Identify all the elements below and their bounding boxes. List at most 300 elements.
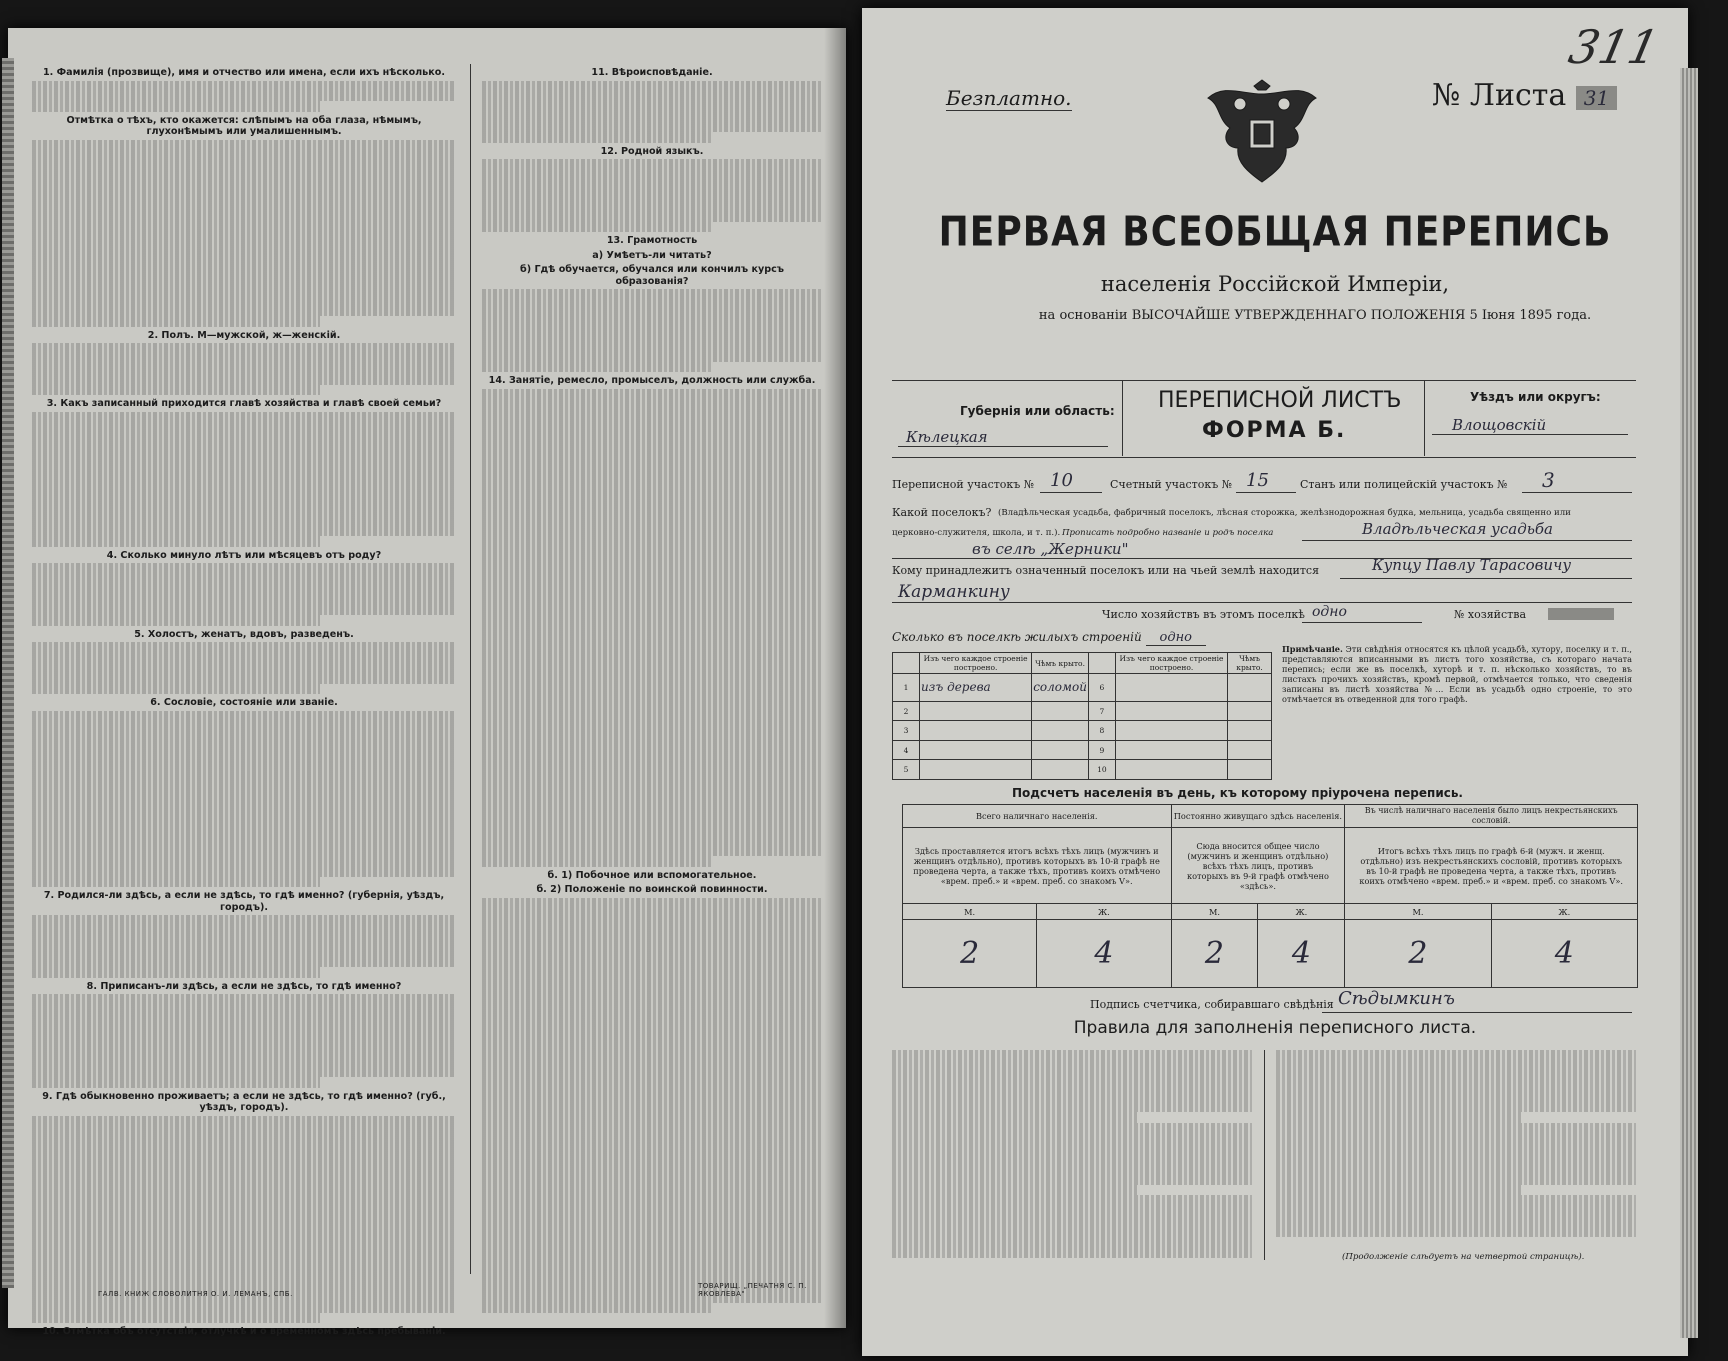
fine-print-line bbox=[482, 191, 822, 201]
fine-print-line bbox=[892, 1112, 1137, 1122]
fine-print-line bbox=[1276, 1123, 1636, 1133]
district-label: Переписной участокъ № bbox=[892, 478, 1035, 491]
fine-print-line bbox=[482, 597, 822, 607]
fine-print-line bbox=[32, 223, 456, 233]
fine-print-line bbox=[32, 233, 456, 243]
fine-print-line bbox=[482, 351, 822, 361]
nonpeasant-female-value: 4 bbox=[1491, 920, 1637, 988]
fine-print-line bbox=[32, 1067, 456, 1077]
fine-print-line bbox=[32, 915, 456, 925]
buildings-note bbox=[1282, 644, 1632, 704]
fine-print-line bbox=[482, 648, 822, 658]
fine-print-line bbox=[32, 160, 456, 170]
row-number: 4 bbox=[893, 740, 920, 760]
fine-print-line bbox=[1276, 1227, 1636, 1237]
buildings-table bbox=[892, 652, 1272, 780]
fine-print-line bbox=[482, 472, 822, 482]
police-area-label: Станъ или полицейскій участокъ № bbox=[1300, 478, 1508, 491]
form-title-1: ПЕРЕПИСНОЙ ЛИСТЪ bbox=[1158, 388, 1402, 413]
fine-print-line bbox=[482, 836, 822, 846]
fine-print-line bbox=[482, 711, 822, 721]
count-header-permanent: Постоянно живущаго здѣсь населенія. bbox=[1171, 805, 1345, 828]
households-value: одно bbox=[1312, 604, 1347, 620]
fine-print-line bbox=[32, 673, 456, 683]
fine-print-line bbox=[482, 669, 822, 679]
fine-print-line bbox=[482, 524, 822, 534]
row-number: 10 bbox=[1088, 760, 1115, 780]
household-number-label: № хозяйства bbox=[1454, 608, 1526, 621]
fine-print-line bbox=[32, 663, 456, 673]
signature-label: Подпись счетчика, собиравшаго свѣдѣнія bbox=[1090, 998, 1334, 1011]
fine-print-line bbox=[32, 936, 456, 946]
fine-print-line bbox=[32, 316, 320, 326]
buildings-col-roof: Чѣмъ крыто. bbox=[1032, 653, 1089, 674]
row-number: 7 bbox=[1088, 701, 1115, 721]
count-area-line bbox=[1236, 492, 1296, 493]
fine-print-line bbox=[32, 721, 456, 731]
count-area-value: 15 bbox=[1246, 470, 1269, 491]
fine-print-line bbox=[32, 354, 456, 364]
fine-print-line bbox=[482, 201, 822, 211]
row-number: 8 bbox=[1088, 721, 1115, 741]
col-male: М. bbox=[903, 904, 1037, 920]
fine-print-line bbox=[482, 1064, 822, 1074]
fine-print-line bbox=[32, 212, 456, 222]
fine-print-line bbox=[482, 341, 822, 351]
fine-print-line bbox=[482, 898, 822, 908]
fine-print-line bbox=[32, 783, 456, 793]
fine-print-line bbox=[32, 432, 456, 442]
fine-print-line bbox=[482, 545, 822, 555]
fine-print-line bbox=[32, 1167, 456, 1177]
fine-print-line bbox=[32, 1036, 456, 1046]
uezd-line bbox=[1432, 434, 1628, 435]
fine-print-line bbox=[32, 1015, 456, 1025]
fine-print-line bbox=[482, 1137, 822, 1147]
police-area-value: 3 bbox=[1542, 468, 1555, 492]
owner-value: Купцу Павлу Тарасовичу bbox=[1372, 556, 1572, 574]
fine-print-line bbox=[482, 1178, 822, 1188]
fine-print-line bbox=[482, 1241, 822, 1251]
settlement-label: Какой поселокъ? bbox=[892, 506, 992, 519]
row-number: 6 bbox=[1088, 674, 1115, 702]
fine-print-line bbox=[482, 493, 822, 503]
fine-print-line bbox=[32, 731, 456, 741]
form-header-divider-right bbox=[1424, 380, 1425, 456]
fine-print-line bbox=[32, 825, 456, 835]
row-number: 5 bbox=[893, 760, 920, 780]
fine-print-line bbox=[482, 1220, 822, 1230]
fine-print-line bbox=[32, 967, 320, 977]
households-line bbox=[1302, 622, 1422, 623]
census-basis: на основаніи ВЫСОЧАЙШЕ УТВЕРЖДЕННАГО ПОЛОЖЕНІЯ 5 Іюня 1895 года. bbox=[1038, 308, 1592, 323]
fine-print-line bbox=[32, 762, 456, 772]
fine-print-line bbox=[482, 939, 822, 949]
count-desc-total: Здѣсь проставляется итогъ всѣхъ тѣхъ лицъ (мужчинъ и женщинъ отдѣльно), противъ которыхъ въ 10-й графѣ не проведена черта, а также тѣхъ, противъ коихъ отмѣчено «врем. преб.» и «врем. преб. со знакомъ V». bbox=[903, 828, 1172, 904]
fine-print-line bbox=[32, 563, 456, 573]
handwritten-sheet-number: 311 bbox=[1564, 20, 1664, 74]
fine-print-line bbox=[892, 1092, 1252, 1102]
census-title: ПЕРВАЯ ВСЕОБЩАЯ ПЕРЕПИСЬ bbox=[938, 208, 1612, 257]
fine-print-line bbox=[482, 1168, 822, 1178]
fine-print-line bbox=[32, 615, 320, 625]
fine-print-line bbox=[32, 742, 456, 752]
fine-print-line bbox=[32, 684, 320, 694]
fine-print-line bbox=[482, 1199, 822, 1209]
col-female: Ж. bbox=[1258, 904, 1345, 920]
fine-print-line bbox=[32, 202, 456, 212]
fine-print-line bbox=[892, 1216, 1252, 1226]
fine-print-line bbox=[482, 804, 822, 814]
fine-print-line bbox=[482, 856, 713, 866]
fine-print-line bbox=[482, 180, 822, 190]
fine-print-line bbox=[482, 1074, 822, 1084]
count-header-nonpeasant: Въ числѣ наличнаго населенія было лицъ некрестьянскихъ сословій. bbox=[1345, 805, 1638, 828]
fine-print-line bbox=[32, 1199, 456, 1209]
instruction-heading: 7. Родился-ли здѣсь, а если не здѣсь, то гдѣ именно? (губернія, уѣздъ, городъ). bbox=[43, 890, 445, 913]
fine-print-line bbox=[32, 1116, 456, 1126]
fine-print-line bbox=[32, 584, 456, 594]
fine-print-line bbox=[482, 534, 822, 544]
fine-print-line bbox=[482, 908, 822, 918]
fine-print-line bbox=[1276, 1154, 1636, 1164]
table-row bbox=[893, 674, 1272, 702]
settlement-value-2: въ селѣ „Жерники" bbox=[972, 540, 1129, 558]
owner-value-2: Карманкину bbox=[898, 582, 1010, 602]
col-male: М. bbox=[1171, 904, 1258, 920]
instruction-heading: б. 2) Положеніе по воинской повинности. bbox=[536, 884, 768, 896]
instructions-column-2 bbox=[482, 64, 822, 1288]
fine-print-line bbox=[482, 451, 822, 461]
fine-print-line bbox=[482, 773, 822, 783]
fine-print-line bbox=[32, 1240, 456, 1250]
fine-print-line bbox=[482, 320, 822, 330]
instruction-heading: 13. Грамотность bbox=[606, 235, 698, 247]
instruction-heading: 8. Приписанъ-ли здѣсь, а если не здѣсь, то гдѣ именно? bbox=[86, 980, 402, 992]
fine-print-line bbox=[482, 991, 822, 1001]
fine-print-line bbox=[482, 1261, 822, 1271]
fine-print-line bbox=[482, 389, 822, 399]
buildings-col-roof-2: Чѣмъ крыто. bbox=[1228, 653, 1272, 674]
uezd-label: Уѣздъ или округъ: bbox=[1470, 390, 1601, 404]
buildings-label-text: Сколько въ поселкѣ жилыхъ строеній bbox=[892, 630, 1142, 644]
instruction-heading: 11. Вѣроисповѣданіе. bbox=[591, 67, 713, 78]
col-female: Ж. bbox=[1491, 904, 1637, 920]
fine-print-line bbox=[482, 1033, 822, 1043]
fine-print-line bbox=[482, 950, 822, 960]
fine-print-line bbox=[482, 659, 822, 669]
instruction-heading: 10. Отмѣтка объ отсутствіи, отлучкѣ и о временномъ здѣсь пребываніи. bbox=[42, 1326, 446, 1338]
buildings-value: одно bbox=[1146, 630, 1206, 646]
guberniya-line bbox=[898, 446, 1108, 447]
census-subtitle: населенія Россійской Имперіи, bbox=[1100, 272, 1450, 296]
fine-print-line bbox=[32, 1004, 456, 1014]
free-of-charge-label: Безплатно. bbox=[946, 86, 1072, 110]
fine-print-line bbox=[32, 835, 456, 845]
fine-print-line bbox=[482, 122, 822, 132]
left-page-instructions bbox=[8, 28, 846, 1338]
col-male: М. bbox=[1345, 904, 1491, 920]
settlement-hint: (Владѣльческая усадьба, фабричный поселокъ, лѣсная сторожка, желѣзнодорожная будка, мельница, усадьба священно или bbox=[998, 508, 1571, 518]
settlement-line bbox=[1302, 540, 1632, 541]
fine-print-line bbox=[892, 1050, 1252, 1060]
fine-print-line bbox=[482, 794, 822, 804]
fine-print-line bbox=[482, 1189, 822, 1199]
fine-print-line bbox=[482, 289, 822, 299]
double-headed-eagle-icon bbox=[1202, 74, 1322, 192]
instruction-heading: 2. Полъ. М—мужской, ж—женскій. bbox=[147, 329, 341, 341]
fine-print-line bbox=[482, 1054, 822, 1064]
fine-print-line bbox=[482, 1251, 822, 1261]
nonpeasant-male-value: 2 bbox=[1345, 920, 1491, 988]
note-title: Примѣчаніе. bbox=[1282, 644, 1343, 654]
fine-print-line bbox=[1276, 1144, 1636, 1154]
fine-print-line bbox=[482, 565, 822, 575]
instruction-heading: 4. Сколько минуло лѣтъ или мѣсяцевъ отъ роду? bbox=[106, 549, 382, 561]
table-row bbox=[893, 760, 1272, 780]
fine-print-line bbox=[892, 1195, 1252, 1205]
fine-print-line bbox=[482, 299, 822, 309]
fine-print-line bbox=[32, 1147, 456, 1157]
fine-print-line bbox=[32, 1077, 320, 1087]
instruction-heading: 12. Родной языкъ. bbox=[600, 145, 704, 157]
signature-value: Сѣдымкинъ bbox=[1338, 988, 1455, 1009]
fine-print-line bbox=[1276, 1071, 1636, 1081]
fine-print-line bbox=[32, 1136, 456, 1146]
police-area-line bbox=[1522, 492, 1632, 493]
table-row bbox=[893, 721, 1272, 741]
fine-print-line bbox=[32, 877, 320, 887]
fine-print-line bbox=[482, 441, 822, 451]
instruction-heading: а) Умѣетъ-ли читать? bbox=[592, 249, 712, 261]
fine-print-line bbox=[482, 607, 822, 617]
fine-print-line bbox=[482, 617, 822, 627]
fine-print-line bbox=[32, 516, 456, 526]
fine-print-line bbox=[32, 1188, 456, 1198]
fine-print-line bbox=[482, 170, 822, 180]
fine-print-line bbox=[892, 1060, 1252, 1070]
fine-print-line bbox=[482, 690, 822, 700]
fine-print-line bbox=[32, 464, 456, 474]
fine-print-line bbox=[482, 1116, 822, 1126]
fine-print-line bbox=[32, 192, 456, 202]
fine-print-line bbox=[1276, 1216, 1636, 1226]
printer-imprint-left: ГАЛВ. КНИЖ СЛОВОЛИТНЯ О. И. ЛЕМАНЪ, СПБ. bbox=[98, 1290, 293, 1298]
fine-print-line bbox=[482, 680, 822, 690]
fine-print-line bbox=[32, 1313, 320, 1323]
fine-print-line bbox=[482, 112, 822, 122]
sheet-number-label bbox=[1432, 78, 1617, 113]
households-label: Число хозяйствъ въ этомъ поселкѣ bbox=[1102, 608, 1305, 621]
fine-print-line bbox=[32, 804, 456, 814]
fine-print-line bbox=[32, 171, 456, 181]
row-number: 2 bbox=[893, 701, 920, 721]
fine-print-line bbox=[32, 264, 456, 274]
row1-material: изъ дерева bbox=[920, 674, 1032, 702]
fine-print-line bbox=[32, 773, 456, 783]
fine-print-line bbox=[482, 815, 822, 825]
fine-print-line bbox=[482, 1157, 822, 1167]
fine-print-line bbox=[482, 846, 822, 856]
fine-print-line bbox=[32, 101, 320, 111]
fine-print-line bbox=[1276, 1175, 1636, 1185]
fine-print-line bbox=[482, 763, 822, 773]
fine-print-line bbox=[32, 1178, 456, 1188]
owner-line-2 bbox=[892, 602, 1632, 603]
fine-print-line bbox=[482, 159, 822, 169]
fine-print-line bbox=[32, 275, 456, 285]
fine-print-line bbox=[892, 1164, 1252, 1174]
population-count-table bbox=[902, 804, 1638, 988]
fine-print-line bbox=[482, 1095, 822, 1105]
fine-print-line bbox=[482, 91, 822, 101]
fine-print-line bbox=[32, 285, 456, 295]
fine-print-line bbox=[482, 742, 822, 752]
fine-print-line bbox=[32, 364, 456, 374]
fine-print-line bbox=[32, 1271, 456, 1281]
fine-print-line bbox=[892, 1144, 1252, 1154]
fine-print-line bbox=[482, 222, 713, 232]
fine-print-line bbox=[482, 482, 822, 492]
district-value: 10 bbox=[1050, 470, 1073, 491]
instruction-heading: 9. Гдѣ обыкновенно проживаетъ; а если не здѣсь, то гдѣ именно? (губ., уѣздъ, городъ). bbox=[42, 1090, 446, 1114]
uezd-value: Влощовскій bbox=[1452, 416, 1547, 434]
settlement-hint-2: церковно-служителя, школа, и т. п.). bbox=[892, 528, 1061, 538]
fine-print-line bbox=[32, 536, 320, 546]
rules-title: Правила для заполненія переписного листа. bbox=[1073, 1018, 1477, 1038]
fine-print-line bbox=[32, 1230, 456, 1240]
fine-print-line bbox=[32, 495, 456, 505]
owner-label: Кому принадлежитъ означенный поселокъ или на чьей землѣ находится bbox=[892, 564, 1320, 577]
fine-print-line bbox=[482, 331, 822, 341]
fine-print-line bbox=[1276, 1060, 1636, 1070]
fine-print-line bbox=[482, 461, 822, 471]
fine-print-line bbox=[32, 652, 456, 662]
fine-print-line bbox=[482, 310, 822, 320]
fine-print-line bbox=[482, 503, 822, 513]
fine-print-line bbox=[32, 1209, 456, 1219]
rules-continued: (Продолженіе слѣдуетъ на четвертой страницѣ). bbox=[1342, 1252, 1585, 1262]
fine-print-line bbox=[482, 211, 822, 221]
fine-print-line bbox=[32, 846, 456, 856]
buildings-col-material: Изъ чего каждое строеніе построено. bbox=[920, 653, 1032, 674]
fine-print-line bbox=[482, 1085, 822, 1095]
fine-print-line bbox=[482, 409, 822, 419]
fine-print-line bbox=[1276, 1112, 1521, 1122]
fine-print-line bbox=[892, 1237, 1252, 1247]
fine-print-line bbox=[482, 825, 822, 835]
permanent-female-value: 4 bbox=[1258, 920, 1345, 988]
fine-print-line bbox=[892, 1175, 1252, 1185]
fine-print-line bbox=[482, 555, 822, 565]
fine-print-line bbox=[32, 946, 456, 956]
fine-print-line bbox=[32, 296, 456, 306]
fine-print-line bbox=[482, 576, 822, 586]
fine-print-line bbox=[32, 422, 456, 432]
fine-print-line bbox=[32, 711, 456, 721]
fine-print-line bbox=[892, 1185, 1137, 1195]
instruction-heading: 1. Фамилія (прозвище), имя и отчество или имена, если ихъ нѣсколько. bbox=[43, 67, 445, 78]
population-count-title: Подсчетъ населенія въ день, къ которому пріурочена перепись. bbox=[1012, 786, 1463, 800]
rules-column-divider bbox=[1264, 1050, 1265, 1260]
fine-print-line bbox=[482, 970, 822, 980]
instruction-heading: 6. Сословіе, состояніе или званіе. bbox=[150, 697, 338, 709]
right-page-census-form bbox=[862, 8, 1688, 1356]
fine-print-line bbox=[32, 856, 456, 866]
count-header-total: Всего наличнаго населенія. bbox=[903, 805, 1172, 828]
fine-print-line bbox=[32, 594, 456, 604]
fine-print-line bbox=[1276, 1195, 1636, 1205]
signature-line bbox=[1322, 1012, 1632, 1013]
fine-print-line bbox=[1276, 1050, 1636, 1060]
fine-print-line bbox=[32, 91, 456, 101]
fine-print-line bbox=[32, 866, 456, 876]
rules-column-1 bbox=[892, 1050, 1252, 1260]
row-number: 9 bbox=[1088, 740, 1115, 760]
instruction-heading: б. 1) Побочное или вспомогательное. bbox=[547, 869, 757, 881]
owner-line bbox=[1340, 578, 1632, 579]
fine-print-line bbox=[32, 254, 456, 264]
table-row bbox=[893, 740, 1272, 760]
fine-print-line bbox=[482, 1209, 822, 1219]
fine-print-line bbox=[482, 132, 713, 142]
fine-print-line bbox=[32, 484, 456, 494]
fine-print-line bbox=[482, 1126, 822, 1136]
count-desc-nonpeasant: Итогъ всѣхъ тѣхъ лицъ по графѣ 6-й (мужч. и женщ. отдѣльно) изъ некрестьянскихъ сословій, противъ которыхъ въ 10-й графѣ не проведена черта, а также тѣхъ, противъ коихъ отмѣчено «врем. преб.» и «врем. преб. со знакомъ V». bbox=[1345, 828, 1638, 904]
row-number: 3 bbox=[893, 721, 920, 741]
fine-print-line bbox=[32, 1046, 456, 1056]
fine-print-line bbox=[482, 1105, 822, 1115]
buildings-col-material-2: Изъ чего каждое строеніе построено. bbox=[1115, 653, 1227, 674]
count-desc-permanent: Сюда вносится общее число (мужчинъ и женщинъ отдѣльно) всѣхъ тѣхъ лицъ, противъ которыхъ въ 9-й графѣ отмѣчено «здѣсь». bbox=[1171, 828, 1345, 904]
fine-print-line bbox=[32, 1126, 456, 1136]
row-number: 1 bbox=[893, 674, 920, 702]
count-area-label: Счетный участокъ № bbox=[1110, 478, 1233, 491]
fine-print-line bbox=[32, 443, 456, 453]
fine-print-line bbox=[892, 1102, 1252, 1112]
settlement-hint-3: Прописать подробно названіе и родъ поселка bbox=[1062, 528, 1274, 538]
total-male-value: 2 bbox=[903, 920, 1037, 988]
fine-print-line bbox=[482, 1147, 822, 1157]
fine-print-line bbox=[482, 700, 822, 710]
household-number-redacted bbox=[1548, 608, 1614, 620]
fine-print-line bbox=[32, 374, 456, 384]
fine-print-line bbox=[892, 1071, 1252, 1081]
fine-print-line bbox=[32, 605, 456, 615]
guberniya-value: Кѣлецкая bbox=[906, 428, 988, 446]
fine-print-line bbox=[482, 399, 822, 409]
form-header-divider-left bbox=[1122, 380, 1123, 456]
fine-print-line bbox=[482, 1012, 822, 1022]
fine-print-line bbox=[1276, 1185, 1521, 1195]
fine-print-line bbox=[482, 1303, 713, 1313]
table-row bbox=[893, 701, 1272, 721]
fine-print-line bbox=[482, 918, 822, 928]
fine-print-line bbox=[482, 752, 822, 762]
fine-print-line bbox=[482, 981, 822, 991]
fine-print-line bbox=[1276, 1102, 1636, 1112]
fine-print-line bbox=[32, 181, 456, 191]
fine-print-line bbox=[32, 385, 320, 395]
fine-print-line bbox=[32, 926, 456, 936]
printer-imprint-right: ТОВАРИЩ. „ПЕЧАТНЯ С. П. ЯКОВЛЕВА" bbox=[698, 1282, 807, 1298]
column-divider bbox=[470, 64, 471, 1274]
fine-print-line bbox=[892, 1081, 1252, 1091]
fine-print-line bbox=[32, 1025, 456, 1035]
fine-print-line bbox=[32, 306, 456, 316]
fine-print-line bbox=[482, 784, 822, 794]
fine-print-line bbox=[482, 628, 822, 638]
